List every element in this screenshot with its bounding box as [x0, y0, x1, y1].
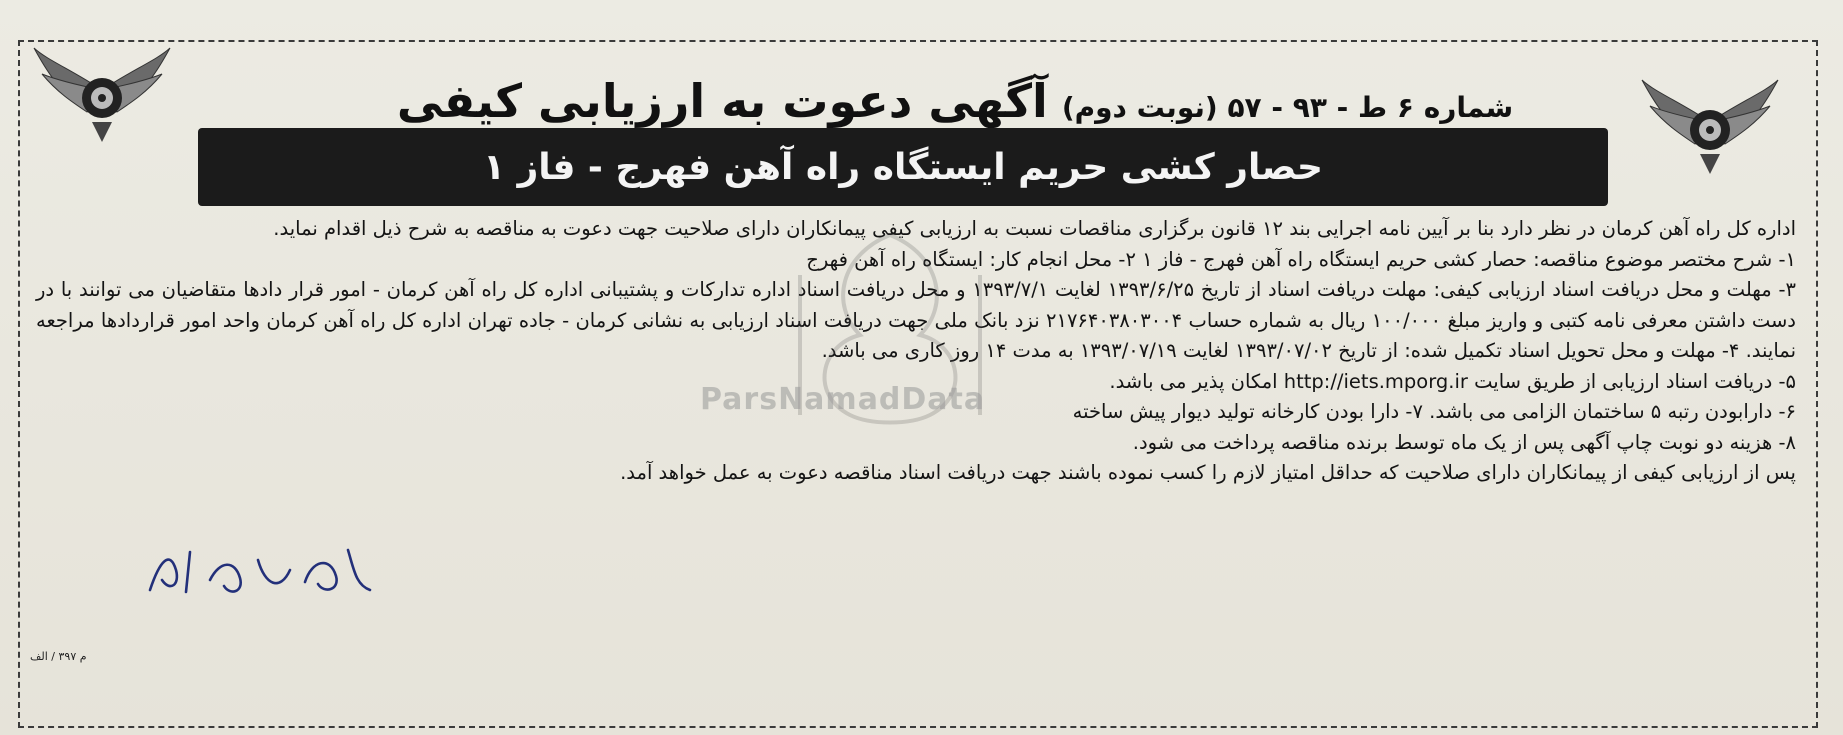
project-banner [198, 128, 1608, 206]
watermark-brand: ParsNamadData [700, 382, 986, 417]
notice-body [36, 214, 1796, 489]
closing-paragraph: پس از ارزیابی کیفی از پیمانکاران دارای صلاحیت که حداقل امتیاز لازم را کسب نموده باشند جهت دریافت اسناد مناقصه دعوت به عمل خواهد آمد. [620, 461, 1796, 484]
notice-title: آگهی دعوت به ارزیابی کیفی [396, 74, 1048, 128]
item-8: ۸- هزینه دو نوبت چاپ آگهی پس از یک ماه توسط برنده مناقصه پرداخت می شود. [1132, 430, 1796, 454]
item-6-7: ۶- دارابودن رتبه ۵ ساختمان الزامی می باشد. ۷- دارا بودن کارخانه تولید دیوار پیش ساخته [1072, 400, 1796, 423]
ad-code: م ۳۹۷ / الف [30, 650, 87, 663]
item-3-4: ۳- مهلت و محل دریافت اسناد ارزیابی کیفی: مهلت دریافت اسناد از تاریخ ۱۳۹۳/۶/۲۵ لغایت ۱۳۹۳/۷/۱ و محل دریافت اسناد اداره تدارکات و پشتیبانی اداره کل راه آهن کرمان - امور قرار دادها متقاضیان می توانند با در دست داشتن معرفی نامه کتبی و واریز مبلغ ۱۰۰/۰۰۰ ریال به شماره حساب ۲۱۷۶۴۰۳۸۰۳۰۰۴ نزد بانک ملی جهت دریافت اسناد ارزیابی به نشانی کرمان - جاده تهران اداره کل راه آهن کرمان واحد امور قراردادها مراجعه نمایند. ۴- مهلت و محل تحویل اسناد تکمیل شده: از تاریخ ۱۳۹۳/۰۷/۰۲ لغایت ۱۳۹۳/۰۷/۱۹ به مدت ۱۴ روز کاری می باشد. [36, 278, 1796, 362]
railway-emblem-left-icon [32, 30, 172, 150]
handwritten-note-signature [140, 530, 380, 610]
project-banner-text: حصار کشی حریم ایستگاه راه آهن فهرج - فاز ۱ [483, 146, 1323, 188]
railway-emblem-right-icon [1640, 62, 1780, 182]
notice-number: شماره ۶ ط - ۹۳ - ۵۷ (نوبت دوم) [1061, 91, 1514, 124]
item-5: ۵- دریافت اسناد ارزیابی از طریق سایت http://iets.mporg.ir امکان پذیر می باشد. [1109, 369, 1796, 393]
notice-title-row [330, 58, 1580, 128]
item-1-2: ۱- شرح مختصر موضوع مناقصه: حصار کشی حریم ایستگاه راه آهن فهرج - فاز ۱ ۲- محل انجام کار: ایستگاه راه آهن فهرج [806, 247, 1796, 271]
intro-paragraph: اداره کل راه آهن کرمان در نظر دارد بنا بر آیین نامه اجرایی بند ۱۲ قانون برگزاری مناقصات نسبت به ارزیابی کیفی پیمانکاران دارای صلاحیت جهت دعوت به مناقصه به شرح ذیل اقدام نماید. [273, 217, 1796, 240]
